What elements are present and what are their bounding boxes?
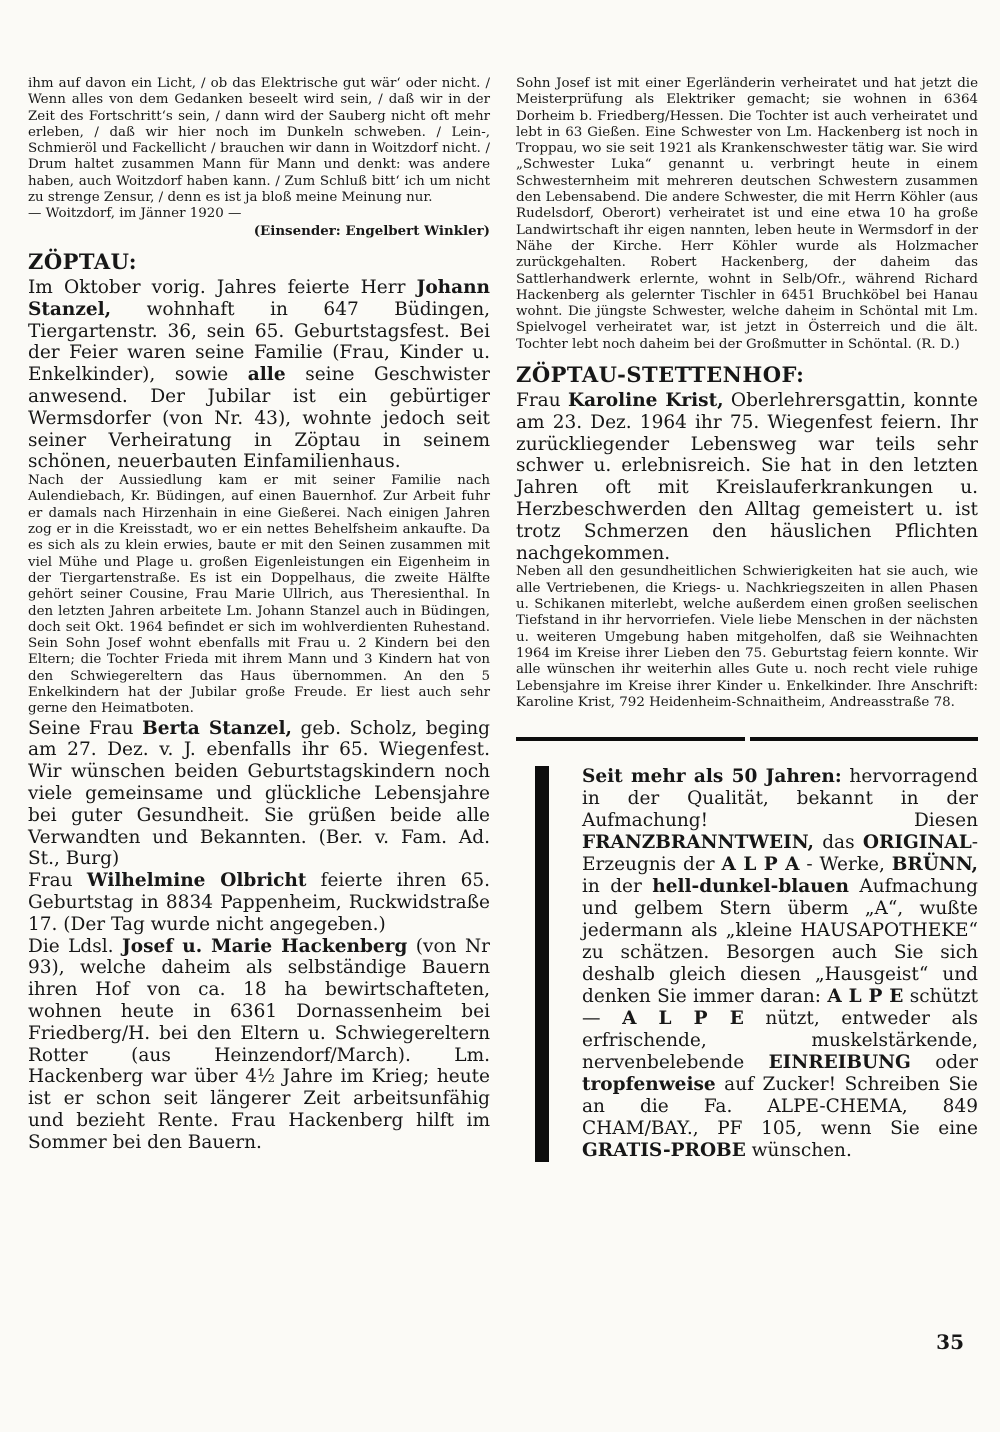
alpa-advertisement [516, 766, 978, 1162]
newspaper-page [28, 76, 978, 1162]
divider-rule [516, 737, 978, 741]
heading-zoeptau: ZÖPTAU: [28, 248, 138, 274]
left-column [28, 76, 490, 1162]
hackenberg-family-paragraph: Sohn Josef ist mit einer Egerländerin verheiratet und hat jetzt die Meisterprüfung als Elektriker gemacht; sie wohnen in 6364 Dorheim b. Friedberg/Hessen. Die Tochter ist auch verheiratet und lebt in 63 Gießen. Eine Schwester von Lm. Hackenberg ist noch in Troppau, wo sie seit 1921 als Krankenschwester tätig war. Sie wird „Schwester Luka“ genannt u. verbringt heute in einem Schwesternheim mit mehreren deutschen Schwestern zusammen den Lebensabend. Die andere Schwester, die mit Herrn Köhler (aus Rudelsdorf, Oberort) verheiratet ist und eine etwa 10 ha große Landwirtschaft ihr eigen nannten, leben heute in Wermsdorf in der Nähe der Kirche. Herr Köhler wurde als Holzmacher zurückgehalten. Robert Hackenberg, der daheim das Sattlerhandwerk erlernte, wohnt in Selb/Ofr., während Richard Hackenberg als gelernter Tischler in 6451 Bruchköbel bei Hanau wohnt. Die jüngste Schwester, welche daheim in Schöntal mit Lm. Spielvogel verheiratet war, ist jetzt in Österreich und die ält. Tochter lebt noch daheim bei der Großmutter in Schöntal. (R. D.) [516, 76, 978, 352]
ad-text: Seit mehr als 50 Jahren: hervorragend in der Qualität, bekannt in der Aufmachung! Diesen FRANZBRANNTWEIN, das ORIGINAL-Erzeugnis der A L P A - Werke, BRÜNN, in der hell-dunkel-blauen Aufmachung und gelbem Stern überm „A“, wußte jedermann als „kleine HAUSAPOTHEKE“ zu schätzen. Besorgen auch Sie sich deshalb gleich diesen „Hausgeist“ und denken Sie immer daran: A L P E schützt — A L P E nützt, entweder als erfrischende, muskelstärkende, nervenbelebende EINREIBUNG oder tropfenweise auf Zucker! Schreiben Sie an die Fa. ALPE-CHEMA, 849 CHAM/BAY., PF 105, wenn Sie eine GRATIS-PROBE wünschen. [582, 766, 979, 1162]
stanzel-resettlement-paragraph: Nach der Aussiedlung kam er mit seiner Familie nach Aulendiebach, Kr. Büdingen, auf einen Bauernhof. Zur Arbeit fuhr er damals nach Hirzenhain in eine Gießerei. Nach einigen Jahren zog er in die Kreisstadt, wo er ein nettes Behelfsheim ankaufte. Da es sich als zu klein erwies, baute er mit den Seinen zusammen mit viel Mühe und Plage u. großen Eigenleistungen ein Eigenheim in der Tiergartenstraße. Es ist ein Doppelhaus, die zweite Hälfte gehört seiner Cousine, Frau Marie Ullrich, aus Theresienthal. In den letzten Jahren arbeitete Lm. Johann Stanzel auch in Büdingen, doch seit Okt. 1964 befindet er sich im wohlverdienten Ruhestand. Sein Sohn Josef wohnt ebenfalls mit Frau u. 2 Kindern bei den Eltern; die Tochter Frieda mit ihrem Mann und 3 Kindern hat von den Schwiegereltern das Haus übernommen. An den 5 Enkelkindern hat der Jubilar große Freude. Er liest auch sehr gerne den Heimatboten. [28, 473, 490, 717]
wilhelmine-olbricht-paragraph: Frau Wilhelmine Olbricht feierte ihren 65. Geburtstag in 8834 Pappenheim, Ruckwidstraße 17. (Der Tag wurde nicht angegeben.) [28, 870, 490, 935]
berta-stanzel-paragraph: Seine Frau Berta Stanzel, geb. Scholz, beging am 27. Dez. v. J. ebenfalls ihr 65. Wiegenfest. Wir wünschen beiden Geburtstagskindern noch viele gemeinsame und glückliche Lebensjahre bei guter Gesundheit. Sie grüßen beide alle Verwandten und Bekannten. (Ber. v. Fam. Ad. St., Burg) [28, 717, 491, 870]
dateline-woitzdorf: — Woitzdorf, im Jänner 1920 — [28, 206, 242, 222]
contributor-credit: (Einsender: Engelbert Winkler) [253, 222, 490, 239]
rule-segment [750, 737, 979, 741]
krist-life-paragraph: Neben all den gesundheitlichen Schwierigkeiten hat sie auch, wie alle Vertriebenen, die Kriegs- u. Nachkriegszeiten in allen Phasen u. Schikanen miterlebt, welche außerdem einen großen seelischen Tiefstand in ihr hervorriefen. Viele liebe Menschen in der nächsten u. weiteren Umgebung haben mitgeholfen, daß sie Weihnachten 1964 im Kreise ihrer Lieben den 75. Geburtstag feiern konnte. Wir alle wünschen ihr weiterhin alles Gute u. noch recht viele ruhige Lebensjahre im Kreise ihrer Kinder u. Enkelkinder. Ihre Anschrift: Karoline Krist, 792 Heidenheim-Schnaitheim, Andreasstraße 78. [516, 564, 978, 710]
ad-accent-bar [535, 766, 549, 1162]
right-column [516, 76, 978, 1162]
heading-zoeptau-stettenhof: ZÖPTAU-STETTENHOF: [516, 362, 805, 388]
poem-continuation-paragraph: ihm auf davon ein Licht, / ob das Elektrische gut wär‘ oder nicht. / Wenn alles von dem Gedanken beseelt wird sein, / daß wir in der Zeit des Fortschritt‘s sein, / dann wird der Sauberg nicht oft mehr erleben, / daß wir hier noch im Dunkeln schweben. / Lein-, Schmieröl und Fackellicht / brauchen wir dann in Woitzdorf nicht. / Drum haltet zusammen Mann für Mann und denkt: was andere haben, auch Woitzdorf haben kann. / Zum Schluß bitt‘ ich um nicht zu strenge Zensur, / denn es ist ja bloß meine Meinung nur. [28, 76, 490, 206]
hackenberg-paragraph: Die Ldsl. Josef u. Marie Hackenberg (von Nr 93), welche daheim als selbständige Bauern ihren Hof von ca. 18 ha bewirtschafteten, wohnen heute in 6361 Dornassenheim bei Friedberg/H. bei den Eltern u. Schwiegereltern Rotter (aus Heinzendorf/March). Lm. Hackenberg war über 4½ Jahre im Krieg; heute ist er schon seit längerer Zeit arbeitsunfähig und bezieht Rente. Frau Hackenberg hilft im Sommer bei den Bauern. [28, 935, 490, 1153]
karoline-krist-paragraph: Frau Karoline Krist, Oberlehrersgattin, konnte am 23. Dez. 1964 ihr 75. Wiegenfest feiern. Ihr zurückliegender Lebensweg war teils sehr schwer u. erlebnisreich. Sie hat in den letzten Jahren oft mit Kreislauferkrankungen u. Herzbeschwerden den Alltag gemeistert u. ist trotz Schmerzen den häuslichen Pflichten nachgekommen. [516, 390, 978, 564]
stanzel-birthday-paragraph: Im Oktober vorig. Jahres feierte Herr Johann Stanzel, wohnhaft in 647 Büdingen, Tiergartenstr. 36, sein 65. Geburtstagsfest. Bei der Feier waren seine Familie (Frau, Kinder u. Enkelkinder), sowie alle seine Geschwister anwesend. Der Jubilar ist ein gebürtiger Wermsdorfer (von Nr. 43), wohnte jedoch seit seiner Verheiratung in Zöptau in seinem schönen, neuerbauten Einfamilienhaus. [28, 276, 490, 473]
page-number: 35 [936, 1330, 964, 1354]
rule-segment [516, 737, 745, 741]
